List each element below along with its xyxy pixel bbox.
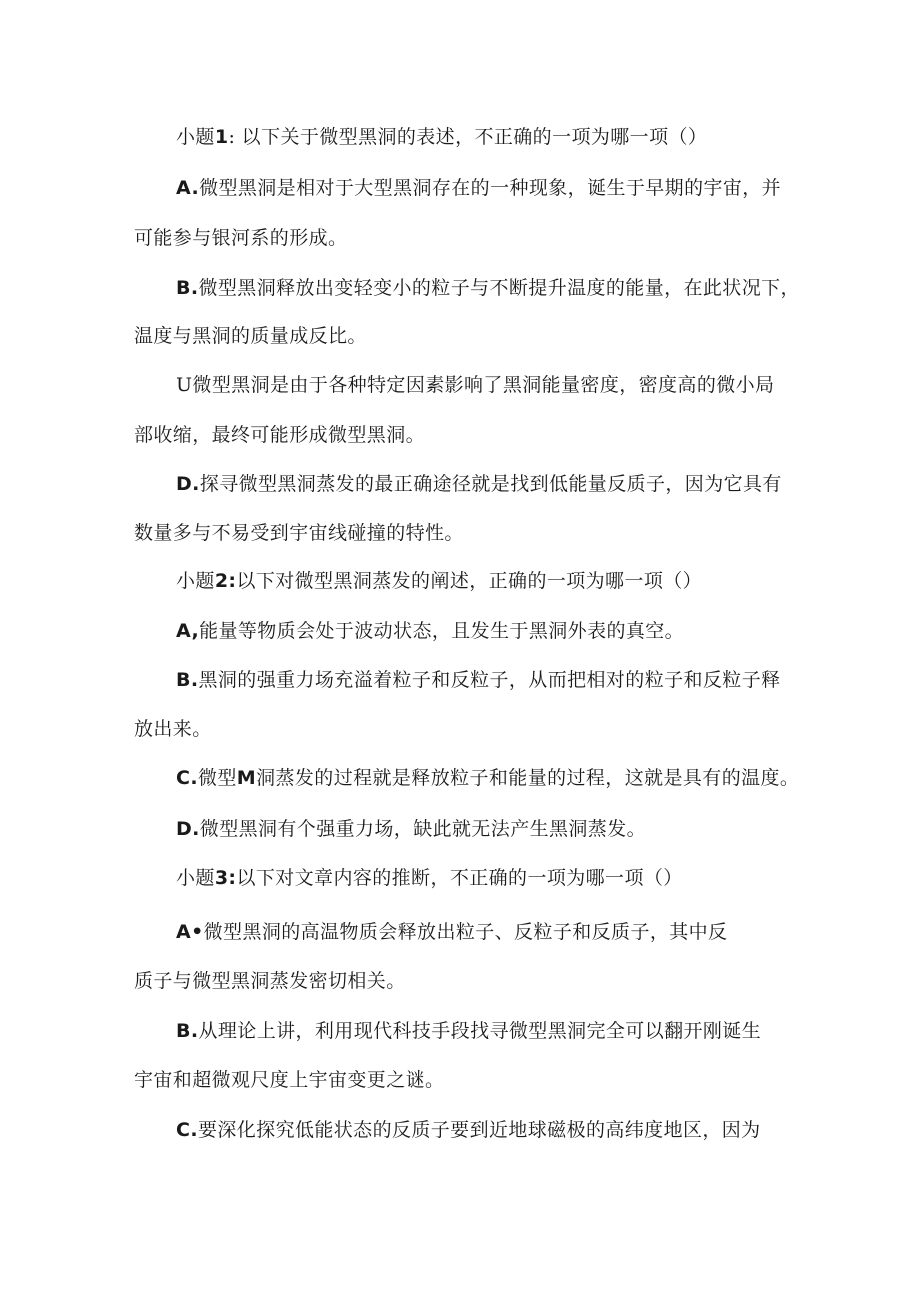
q3-option-a-line1	[176, 920, 727, 944]
question-number: 2:	[214, 570, 237, 592]
question-1-stem	[176, 125, 707, 149]
option-key: A,	[176, 620, 200, 642]
q3-option-b-line2: 宇宙和超微观尺度上宇宙变更之谜。	[134, 1069, 445, 1091]
q1-option-a-line2: 可能参与银河系的形成。	[134, 227, 348, 249]
q2-option-c-line1	[176, 766, 799, 790]
q2-option-d-line1	[176, 817, 646, 841]
option-text: 从理论上讲，利用现代科技手段找寻微型黑洞完全可以翻开刚诞生	[198, 1020, 762, 1042]
option-text: 微型黑洞释放出变轻变小的粒子与不断提升温度的能量，在此状况下，	[198, 277, 800, 299]
option-key: B.	[176, 1020, 199, 1042]
option-text: 微型	[197, 767, 237, 789]
option-text: 微型黑洞有个强重力场，缺此就无法产生黑洞蒸发。	[199, 818, 646, 840]
q2-option-b-line2: 放出来。	[134, 718, 212, 740]
option-text: 要深化探究低能状态的反质子要到近地球磁极的高纬度地区，因为	[197, 1119, 761, 1141]
option-text: 洞蒸发的过程就是释放粒子和能量的过程，这就是具有的温度。	[256, 767, 800, 789]
q3-option-c-line1	[176, 1118, 761, 1142]
option-text: 探寻微型黑洞蒸发的最正确途径就是找到低能量反质子，因为它具有	[199, 473, 782, 495]
option-key: C.	[176, 767, 198, 789]
option-text-glyph: M	[236, 767, 257, 789]
question-number: 1	[214, 126, 229, 148]
q1-option-d-line2: 数量多与不易受到宇宙线碰撞的特性。	[134, 522, 464, 544]
q1-option-d-line1	[176, 472, 782, 496]
q2-option-b-line1	[176, 668, 781, 692]
q1-option-b-line1	[176, 276, 800, 300]
q3-option-a-line2: 质子与微型黑洞蒸发密切相关。	[134, 970, 406, 992]
q1-option-b-line2: 温度与黑洞的质量成反比。	[134, 325, 367, 347]
option-key: D.	[176, 818, 200, 840]
option-key: A•	[176, 921, 204, 943]
question-3-stem	[176, 866, 683, 890]
option-text: 微型黑洞的高温物质会释放出粒子、反粒子和反质子，其中反	[203, 921, 728, 943]
q1-option-a-line1	[176, 176, 781, 200]
option-key: B.	[176, 277, 199, 299]
q2-option-a-line1	[176, 619, 684, 643]
option-key: A.	[176, 177, 200, 199]
q3-option-b-line1	[176, 1019, 761, 1043]
option-key: B.	[176, 669, 199, 691]
option-text: 能量等物质会处于波动状态，且发生于黑洞外表的真空。	[199, 620, 685, 642]
option-key: D.	[176, 473, 200, 495]
q1-option-c-line1: U微型黑洞是由于各种特定因素影响了黑洞能量密度，密度高的微小局	[176, 374, 775, 396]
question-2-stem	[176, 569, 702, 593]
question-text: 以下对微型黑洞蒸发的阐述，正确的一项为哪一项（）	[236, 570, 703, 592]
question-number: 3:	[214, 867, 237, 889]
q1-option-c-line2: 部收缩，最终可能形成微型黑洞。	[134, 424, 426, 446]
option-text: 黑洞的强重力场充溢着粒子和反粒子，从而把相对的粒子和反粒子释	[198, 669, 781, 691]
question-text: : 以下关于微型黑洞的表述，不正确的一项为哪一项（）	[228, 126, 708, 148]
question-text: 以下对文章内容的推断，不正确的一项为哪一项（）	[236, 867, 683, 889]
option-text: 微型黑洞是相对于大型黑洞存在的一种现象，诞生于早期的宇宙，并	[199, 177, 782, 199]
question-label: 小题	[176, 126, 215, 148]
question-label: 小题	[176, 867, 215, 889]
question-label: 小题	[176, 570, 215, 592]
option-key: C.	[176, 1119, 198, 1141]
